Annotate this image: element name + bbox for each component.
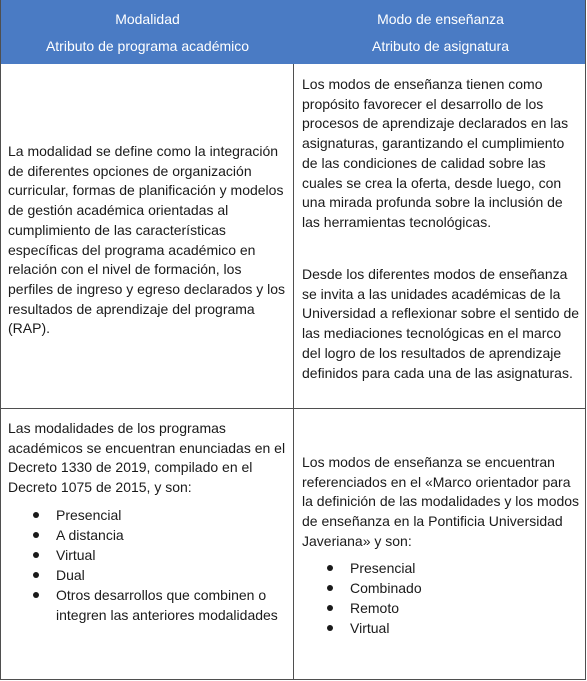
list-item-label: Virtual xyxy=(56,547,96,563)
bullet-icon xyxy=(327,565,333,571)
list-item-label: Virtual xyxy=(350,620,390,636)
header-title-modo: Modo de enseñanza xyxy=(377,11,504,27)
header-subtitle-modalidad: Atributo de programa académico xyxy=(45,38,250,54)
bullet-icon xyxy=(33,532,39,538)
list-item xyxy=(302,598,582,618)
column-divider xyxy=(293,64,294,680)
bullet-icon xyxy=(327,585,333,591)
bullet-icon xyxy=(33,572,39,578)
modo-purpose-paragraph: Los modos de enseñanza tienen como propósito favorecer el desarrollo de los procesos de aprendizaje declarados en las asignaturas, garantizando el cumplimiento de las condiciones de calidad sobre las cuales se crea la oferta, desde luego, con una mirada profunda sobre la inclusión de las herramientas tecnológicas. xyxy=(302,76,569,230)
bullet-icon xyxy=(33,512,39,518)
list-item-label: Presencial xyxy=(350,560,416,576)
bullet-icon xyxy=(33,592,39,598)
header-cell-modalidad xyxy=(1,0,294,64)
list-item-label: Otros desarrollos que combinen o integren las anteriores modalidades xyxy=(56,587,278,623)
list-item-label: A distancia xyxy=(56,527,124,543)
list-item xyxy=(8,525,290,545)
modalidad-definition: La modalidad se define como la integración de diferentes opciones de organización curricular, formas de planificación y modelos de gestión académica orientadas al cumplimiento de las características específicas del programa académico en relación con el nivel de formación, los perfiles de ingreso y egreso declarados y los resultados de aprendizaje del programa (RAP). xyxy=(8,143,286,337)
bullet-icon xyxy=(33,552,39,558)
modos-list xyxy=(302,558,582,638)
list-item-label: Dual xyxy=(56,567,85,583)
modalidades-list-wrapper xyxy=(8,505,290,625)
list-item-label: Remoto xyxy=(350,600,400,616)
header-cell-modo xyxy=(294,0,587,64)
modalidades-intro: Las modalidades de los programas académicos se encuentran enunciadas en el Decreto 1330 de 2019, compilado en el Decreto 1075 de 2015, y son: xyxy=(8,420,286,496)
modos-intro: Los modos de enseñanza se encuentran referenciados en el «Marco orientador para la definición de las modalidades y los modos de enseñanza en la Pontificia Universidad Javeriana» y son: xyxy=(302,454,580,549)
row-divider xyxy=(1,408,585,409)
list-item xyxy=(302,578,582,598)
bullet-icon xyxy=(327,605,333,611)
list-item xyxy=(8,585,290,625)
modo-definition-cell xyxy=(302,75,582,233)
table-header xyxy=(1,0,585,64)
modos-list-wrapper xyxy=(302,558,582,638)
list-item xyxy=(8,505,290,525)
modos-list-cell xyxy=(302,453,582,552)
modalidades-list xyxy=(8,505,290,625)
modo-reflection-cell xyxy=(302,265,582,383)
modalidad-definition-cell xyxy=(8,142,290,339)
list-item-label: Combinado xyxy=(350,580,422,596)
list-item xyxy=(302,618,582,638)
header-subtitle-modo: Atributo de asignatura xyxy=(372,38,509,54)
list-item-label: Presencial xyxy=(56,507,122,523)
bullet-icon xyxy=(327,625,333,631)
header-title-modalidad: Modalidad xyxy=(115,11,180,27)
list-item xyxy=(8,545,290,565)
modo-reflection-paragraph: Desde los diferentes modos de enseñanza se invita a las unidades académicas de la Universidad a reflexionar sobre el sentido de las mediaciones tecnológicas en el marco del logro de los resultados de aprendizaje definidos para cada una de las asignaturas. xyxy=(302,266,580,381)
list-item xyxy=(8,565,290,585)
list-item xyxy=(302,558,582,578)
modalidades-list-cell xyxy=(8,419,290,498)
